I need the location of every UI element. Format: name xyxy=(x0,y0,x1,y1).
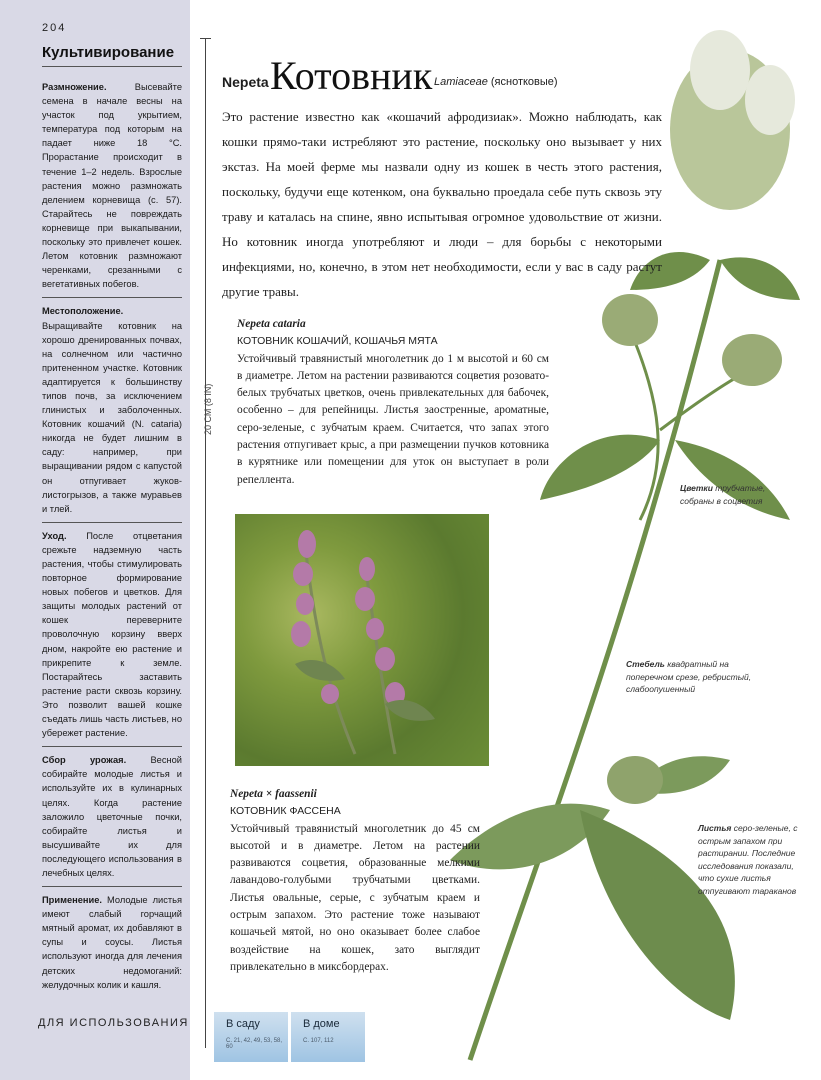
tab-title: В саду xyxy=(226,1018,260,1030)
sidebar-body xyxy=(42,80,182,1004)
tab-title: В доме xyxy=(303,1018,340,1030)
sidebar-section-care xyxy=(42,529,182,747)
entry-latin-name: Nepeta × faassenii xyxy=(230,788,317,800)
intro-paragraph: Это растение известно как «кошачий афродизиак». Можно наблюдать, как кошки прямо-таки истребляют это растение, поскольку оно вызывает у них экстаз. На моей ферме мы назвали одну из кошек в честь этого растения, поскольку, будучи еще котенком, она буквально проедала себе путь сквозь эту траву и каталась на спине, явно испытывая огромное удовольствие от жизни. Но котовник иногда употребляют и люди – для борьбы с некоторыми инфекциями, но, конечно, в этом нет необходимости, если у вас в саду растут другие травы. xyxy=(222,109,662,299)
family-ru: (яснотковые) xyxy=(490,76,558,88)
caption-leaves xyxy=(698,822,803,897)
flower-spikes-graphic xyxy=(235,514,489,766)
sidebar-section-harvest xyxy=(42,753,182,887)
section-heading: Применение. xyxy=(42,895,102,906)
section-text: Высевайте семена в начале весны на участок под укрытием, температура под которым на падает ниже 18 °С. Прорастание происходит в течение 1–2 недель. Взрослые растения можно размножать делением корневища (с. 57). Старайтесь не повреждать корневище при выкапывании, поскольку это привлечет кошек. Летом котовник размножают черенками, срезанными с вегетативных побегов. xyxy=(42,82,182,290)
section-text: Выращивайте котовник на хорошо дренированных почвах, на солнечном или частично притененном участке. Котовник адаптируется к большинству типов почв, за исключением глинистых и заболоченных. Котовник кошачий (N. cataria) никогда не будет лишним в саду: например, при выращивании рядом с капустой он отпугивает жуков-листогрызов, а также муравьев и тлей. xyxy=(42,320,182,514)
tab-refs: С. 21, 42, 49, 53, 58, 60 xyxy=(226,1038,283,1050)
nepeta-photo xyxy=(235,514,489,766)
entry-common-name: КОТОВНИК КОШАЧИЙ, КОШАЧЬЯ МЯТА xyxy=(237,335,438,348)
caption-flowers xyxy=(680,482,775,507)
caption-term: Стебель xyxy=(626,659,665,669)
entry-description: Устойчивый травянистый многолетник до 1 м высотой и 60 см в диаметре. Летом на растении развиваются соцветия розовато-белых трубчатых цветков, очень привлекательных для бабочек, особенно – для репейницы. Листья заостренные, ароматные, серо-зеленые, с зубчатым краем. Считается, что запах этого растения отпугивает крыс, а при размещении пучков котовника в курятнике или помещении для уток он выступает в роли репеллента. xyxy=(237,352,549,486)
section-heading: Размножение. xyxy=(42,82,107,92)
plant-family xyxy=(434,76,558,88)
scale-ruler-label: 20 СМ (8 IN) xyxy=(203,383,213,435)
entry-description: Устойчивый травянистый многолетник до 45 см высотой и в диаметре. Летом на растении развиваются соцветия, образованные мелкими лавандово-голубыми трубчатыми цветками. Листья овальные, серые, с зубчатым краем и острым запахом. Это растение тоже называют кошачьей мятой, но оно оказывает более слабое воздействие на кошек, зато выглядит привлекательно в миксбордерах. xyxy=(230,822,480,973)
entry-nepeta-faassenii xyxy=(230,786,480,976)
sidebar-section-propagation xyxy=(42,80,182,298)
section-heading: Местоположение. xyxy=(42,306,124,317)
sidebar-section-uses xyxy=(42,893,182,998)
family-latin: Lamiaceae xyxy=(434,76,488,88)
caption-text: квадратный на поперечном срезе, ребристый, слабоопушенный xyxy=(626,659,752,694)
page-number: 204 xyxy=(42,22,67,34)
caption-term: Листья xyxy=(698,823,732,833)
sidebar-title: Культивирование xyxy=(42,44,175,61)
section-text: Весной собирайте молодые листья и используйте их в кулинарных целях. Когда растение заложило цветочные почки, собирайте листья и высушивайте их для последующего использования в лечебных целях. xyxy=(42,755,182,878)
section-heading: Сбор урожая. xyxy=(42,755,127,766)
entry-latin-name: Nepeta cataria xyxy=(237,318,306,330)
caption-stem xyxy=(626,658,761,696)
footer-uses-label: ДЛЯ ИСПОЛЬЗОВАНИЯ xyxy=(38,1017,189,1029)
sidebar-divider xyxy=(42,66,182,67)
scale-ruler xyxy=(205,38,206,1048)
section-text: Молодые листья имеют слабый горчащий мятный аромат, их добавляют в супы и соусы. Листья используют иногда для лечения детских недомоганий: желудочных колик и кашля. xyxy=(42,895,182,990)
caption-term: Цветки xyxy=(680,483,713,493)
tab-in-garden[interactable] xyxy=(214,1012,288,1062)
entry-nepeta-cataria xyxy=(237,316,549,489)
cultivation-sidebar xyxy=(0,0,190,1080)
scale-ruler-tick xyxy=(200,38,211,39)
sidebar-section-location xyxy=(42,304,182,522)
entry-common-name: КОТОВНИК ФАССЕНА xyxy=(230,805,341,818)
caption-text: трубчатые, собраны в соцветия xyxy=(680,483,766,506)
section-text: После отцветания срежьте надземную часть растения, чтобы стимулировать повторное формирование новых побегов и цветков. Для защиты молодых растений от кошек переверните проволочную корзину вверх дном, накройте ею растение и прикрепите к земле. Постарайтесь заставить растение расти сквозь корзину. Это позволит вашей кошке съедать лишь часть листьев, но убережет растение. xyxy=(42,530,182,739)
caption-text: серо-зеленые, с острым запахом при растирании. Последние исследования показали, что сухие листья отпугивают тараканов xyxy=(698,823,798,896)
tab-at-home[interactable] xyxy=(291,1012,365,1062)
tab-refs: С. 107, 112 xyxy=(303,1038,334,1044)
page-title: Котовник xyxy=(270,53,433,98)
latin-genus: Nepeta xyxy=(222,74,269,90)
section-heading: Уход. xyxy=(42,530,67,541)
